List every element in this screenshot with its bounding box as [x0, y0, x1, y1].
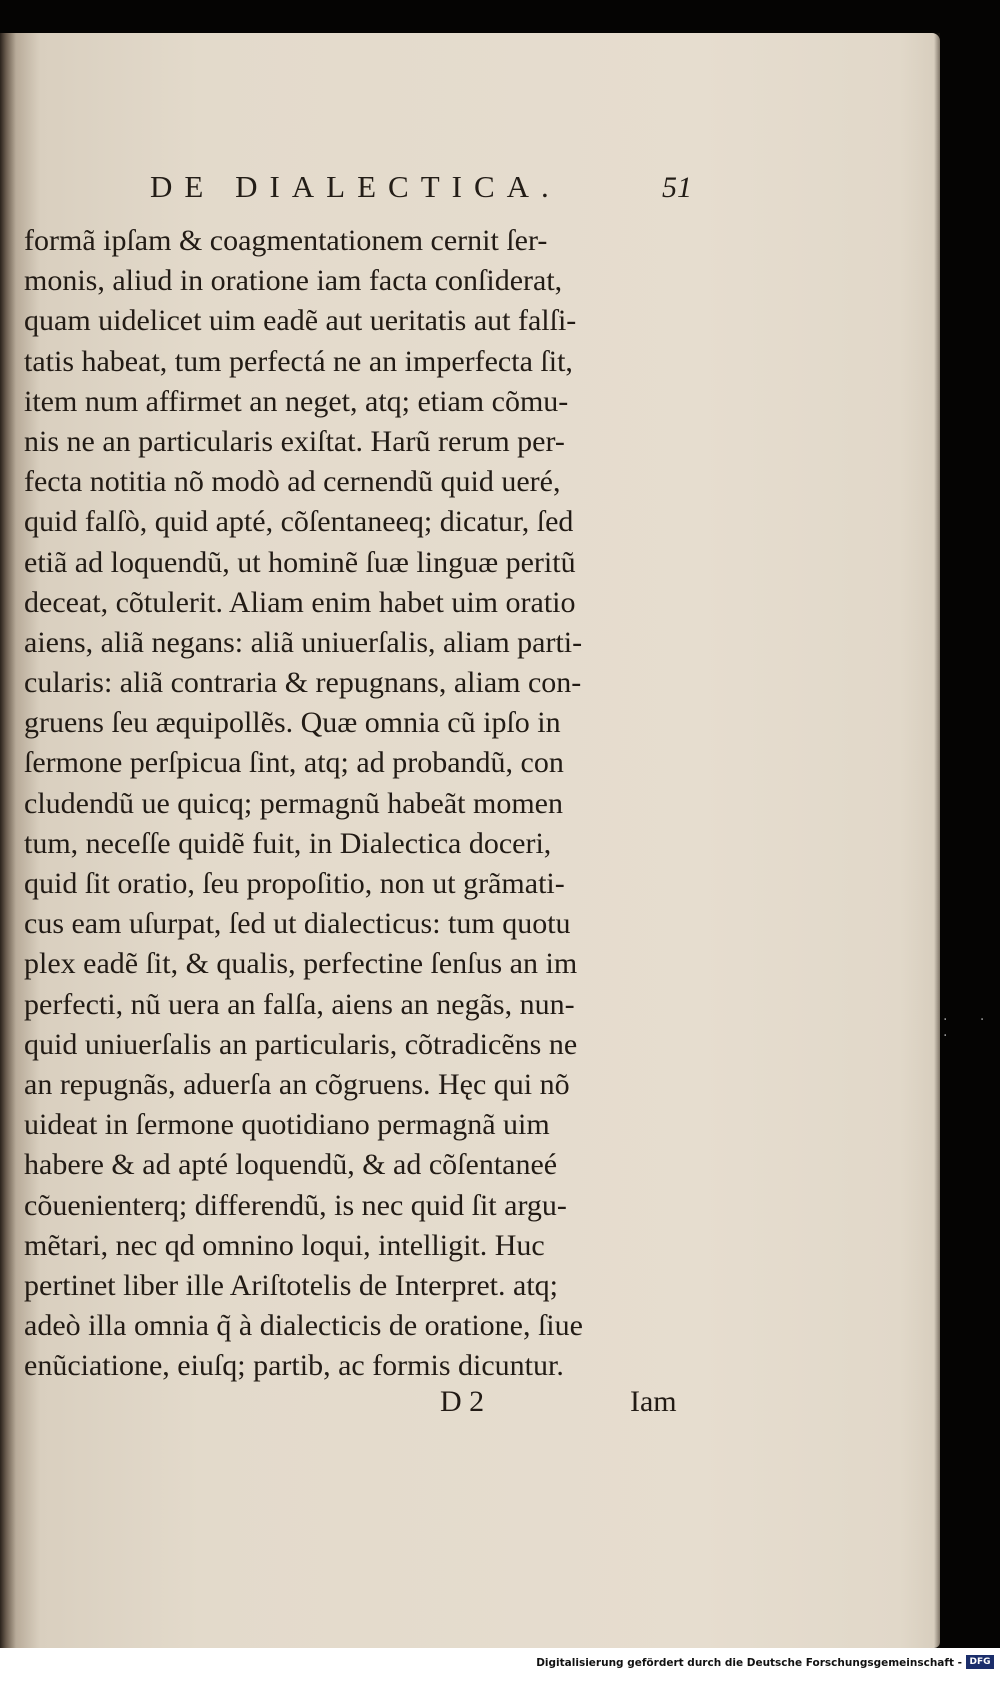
text-line: ſermone perſpicua ſint, atq; ad probandũ, con [24, 746, 564, 780]
text-line: etiã ad loquendũ, ut hominẽ ſuæ linguæ peritũ [24, 545, 576, 579]
catchword: Iam [630, 1385, 677, 1418]
text-line: cus eam uſurpat, ſed ut dialecticus: tum quotu [24, 907, 571, 941]
text-line: perfecti, nũ uera an falſa, aiens an negãs, nun- [24, 987, 575, 1021]
text-line: habere & ad apté loquendũ, & ad cõſentaneé [24, 1148, 558, 1182]
funding-credit: Digitalisierung gefördert durch die Deutsche Forschungsgemeinschaft - [536, 1657, 962, 1669]
text-line: fecta notitia nõ modò ad cernendũ quid ueré, [24, 465, 561, 499]
text-line: enũciatione, eiuſq; partib, ac formis dicuntur. [24, 1349, 564, 1383]
signature-mark: D 2 [440, 1385, 485, 1418]
text-line: pertinet liber ille Ariſtotelis de Interpret. atq; [24, 1268, 558, 1302]
text-line: adeò illa omnia q̃ à dialecticis de oratione, ſiue [24, 1309, 583, 1343]
text-line: gruens ſeu æquipollẽs. Quæ omnia cũ ipſo in [24, 706, 561, 740]
book-page [0, 33, 940, 1648]
folio-number: 51 [662, 171, 692, 204]
text-line: monis, aliud in oratione iam facta conſiderat, [24, 264, 563, 298]
text-line: formã ipſam & coagmentationem cernit ſer- [24, 224, 548, 257]
text-line: tatis habeat, tum perfectá ne an imperfecta ſit, [24, 344, 573, 378]
text-line: quam uidelicet uim eadẽ aut ueritatis aut falſi- [24, 304, 577, 338]
text-line: mẽtari, nec qd omnino loqui, intelligit. Huc [24, 1228, 545, 1262]
scan-artifact-dots: · · · [943, 1012, 999, 1044]
text-line: tum, neceſſe quidẽ fuit, in Dialectica doceri, [24, 826, 552, 860]
text-line: item num affirmet an neget, atq; etiam cõmu- [24, 384, 569, 418]
text-line: uideat in ſermone quotidiano permagnã uim [24, 1108, 550, 1142]
page-foot [440, 1385, 690, 1425]
text-line: cludendũ ue quicq; permagnũ habeãt momen [24, 786, 563, 820]
text-block [24, 221, 692, 1386]
text-line: an repugnãs, aduerſa an cõgruens. Hęc qui nõ [24, 1067, 570, 1101]
text-line: cõuenienterq; differendũ, is nec quid ſit argu- [24, 1188, 567, 1222]
text-line: deceat, cõtulerit. Aliam enim habet uim oratio [24, 585, 576, 619]
text-line: aiens, aliã negans: aliã uniuerſalis, aliam parti- [24, 625, 583, 659]
text-line: quid ſit oratio, ſeu propoſitio, non ut grãmati- [24, 867, 565, 900]
text-line: plex eadẽ ſit, & qualis, perfectine ſenſus an im [24, 947, 578, 981]
text-line: cularis: aliã contraria & repugnans, aliam con- [24, 666, 582, 700]
running-head: DE DIALECTICA. [150, 169, 561, 204]
dfg-logo-icon: DFG [966, 1655, 994, 1669]
text-line: quid falſò, quid apté, cõſentaneeq; dicatur, ſed [24, 505, 574, 539]
digitization-footer [0, 1648, 1000, 1681]
text-line: nis ne an particularis exiſtat. Harũ rerum per- [24, 424, 565, 458]
text-line: quid uniuerſalis an particularis, cõtradicẽns ne [24, 1027, 578, 1061]
page-header [150, 169, 690, 219]
